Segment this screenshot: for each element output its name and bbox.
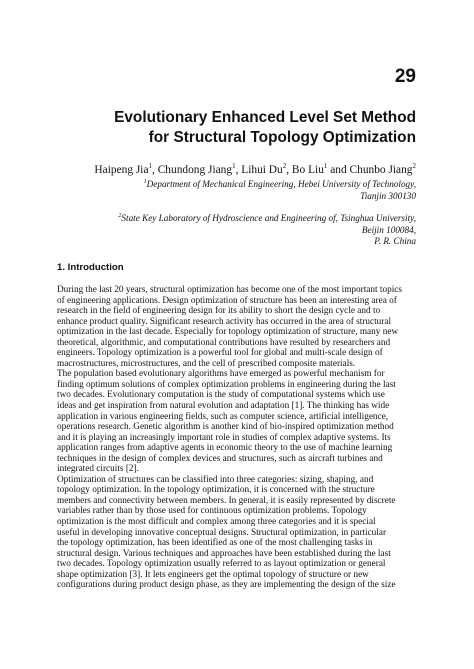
affiliation-1 — [36, 177, 416, 202]
body-line: structural design. Various techniques and approaches have been established during the last — [57, 548, 391, 559]
body-line: enhance product quality. Significant research activity has occurred in the area of structural — [57, 316, 392, 327]
affiliation-line — [36, 211, 416, 225]
author-affiliation-mark: 1 — [148, 162, 153, 170]
body-line: members and connectivity between members. In general, it is easily represented by discrete — [57, 495, 396, 506]
body-line: ideas and get inspiration from natural evolution and adaptation [1]. The thinking has wide — [57, 401, 390, 412]
affiliation-2 — [36, 211, 416, 248]
body-line: two decades. Evolutionary computation is the study of computational systems which use — [57, 390, 385, 401]
author-affiliation-mark: 1 — [323, 162, 328, 170]
title-line: for Structural Topology Optimization — [148, 129, 416, 146]
author-name: , Lihui Du — [235, 163, 283, 176]
body-line: application ranges from adaptive agents in economic theory to the use of machine learning — [57, 443, 393, 454]
body-line: operations research. Genetic algorithm is another kind of bio-inspired optimization method — [57, 422, 394, 433]
affiliation-mark: 1 — [143, 179, 147, 185]
author-affiliation-mark: 2 — [282, 162, 287, 170]
body-line: The population based evolutionary algorithms have emerged as powerful mechanism for — [57, 369, 385, 380]
body-line: integrated circuits [2]. — [57, 464, 139, 475]
section-heading: 1. Introduction — [57, 262, 124, 273]
body-line: techniques in the design of complex devices and structures, such as aircraft turbines and — [57, 453, 383, 464]
body-line: two decades. Topology optimization usually referred to as layout optimization or general — [57, 559, 386, 570]
affiliation-mark: 2 — [118, 213, 122, 219]
body-line: Optimization of structures can be classified into three categories: sizing, shaping, and — [57, 474, 374, 485]
body-line: and it is playing an increasingly important role in studies of complex adaptive systems. Its — [57, 432, 391, 443]
body-line: of engineering applications. Design optimization of structure has been an interesting area of — [57, 295, 397, 306]
body-line: configurations during product design phase, as they are implementing the design of the size — [57, 580, 396, 591]
body-line: the topology optimization, has been identified as one of the most challenging tasks in — [57, 538, 373, 549]
body-line: macrostructures, microstructures, and the cell of prescribed composite materials. — [57, 358, 356, 369]
affiliation-line: P. R. China — [374, 236, 416, 247]
body-line: useful in developing innovative conceptual designs. Structural optimization, in particular — [57, 527, 387, 538]
body-line: engineers. Topology optimization is a powerful tool for global and multi-scale design of — [57, 348, 383, 359]
body-line: shape optimization [3]. It lets engineers get the optimal topology of structure or new — [57, 569, 369, 580]
body-line: During the last 20 years, structural optimization has become one of the most important topics — [57, 285, 402, 295]
affiliation-line: Beijin 100084, — [361, 224, 416, 235]
body-line: theoretical, algorithmic, and computational contributions have resulted by researchers and — [57, 337, 391, 348]
title-line: Evolutionary Enhanced Level Set Method — [114, 109, 416, 126]
body-line: optimization in the last decade. Especially for topology optimization of structure, many new — [57, 327, 399, 338]
affiliation-text: Department of Mechanical Engineering, Hebei University of Technology, — [146, 179, 416, 190]
paper-title — [86, 108, 416, 148]
affiliation-line — [36, 177, 416, 191]
author-name: Haipeng Jia — [94, 163, 149, 176]
body-line: application in various engineering fields, such as computer science, artificial intelligence, — [57, 411, 389, 422]
author-name: , Chundong Jiang — [152, 163, 233, 176]
affiliation-line: Tianjin 300130 — [360, 190, 416, 201]
author-affiliation-mark: 2 — [412, 162, 416, 170]
body-line: optimization is the most difficult and complex among three categories and it is special — [57, 517, 376, 528]
author-name: and Chunbo Jiang — [327, 163, 413, 176]
body-line: variables rather than by those used for continuous optimization problems. Topology — [57, 506, 367, 517]
author-list — [16, 162, 416, 176]
body-line: finding optimum solutions of complex optimization problems in engineering during the last — [57, 379, 396, 390]
body-line: research in the field of engineering design for its ability to short the design cycle and to — [57, 306, 381, 317]
author-affiliation-mark: 1 — [232, 162, 236, 170]
chapter-number: 29 — [394, 66, 416, 87]
body-text — [57, 285, 419, 591]
affiliation-text: State Key Laboratory of Hydroscience and Engineering of, Tsinghua University, — [121, 213, 416, 224]
author-name: , Bo Liu — [286, 163, 324, 176]
body-line: topology optimization. In the topology optimization, it is concerned with the structure — [57, 485, 375, 496]
